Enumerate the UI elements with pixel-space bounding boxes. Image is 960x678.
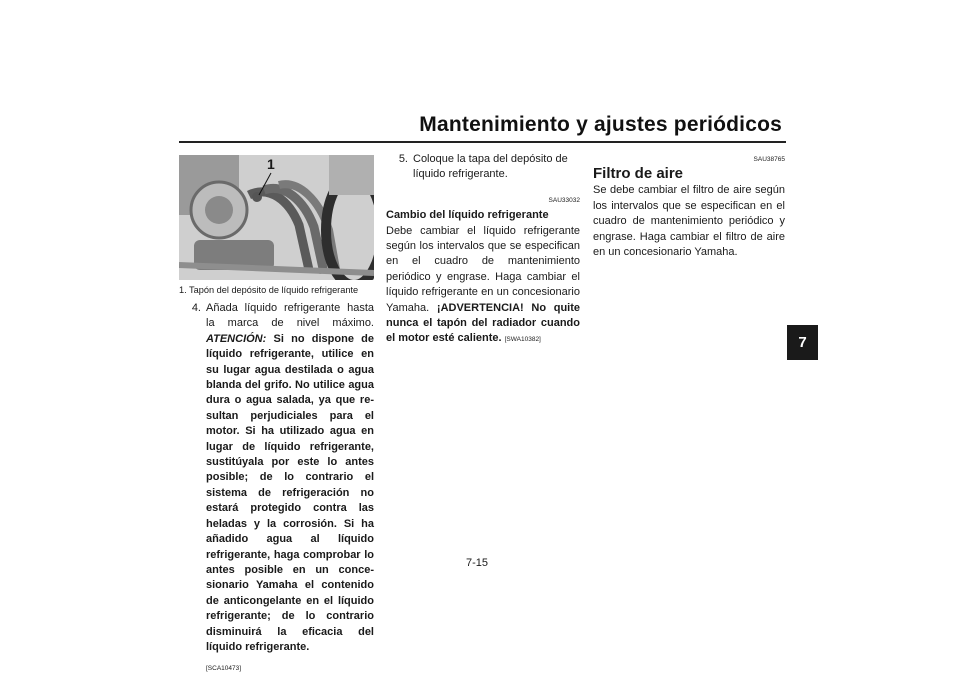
coolant-change-text: Debe cambiar el líquido refrigerante según los intervalos que se especifican en el cuadro de mantenimiento periódico y engrase. Haga cambiar el líquido refrigerante en un concesionario Yamaha. <box>386 224 580 314</box>
engine-photo <box>179 155 374 280</box>
coolant-change-heading: Cambio del líquido refrigerante <box>386 209 549 222</box>
figure-callout-1: 1 <box>267 156 275 172</box>
step-5 <box>386 152 580 183</box>
warning-ref: [SWA10382] <box>504 336 541 344</box>
attention-ref: [SCA10473] <box>206 665 242 673</box>
warning-label: ¡ADVERTENCIA! <box>436 301 524 314</box>
warning-body: No quite nunca el tapón del radiador cuando el motor esté caliente. <box>386 301 580 345</box>
step-4-text: Añada líquido refrigerante hasta la marca de nivel máximo. <box>206 302 374 330</box>
air-filter-heading: Filtro de aire <box>593 165 684 183</box>
section-code: SAU38765 <box>753 156 785 163</box>
page-header-title: Mantenimiento y ajustes periódicos <box>419 113 782 136</box>
coolant-change-paragraph <box>386 224 580 348</box>
left-column <box>179 155 374 677</box>
figure-caption: 1. Tapón del depósito de líquido refrigerante <box>179 285 359 295</box>
section-code: SAU33032 <box>548 196 580 204</box>
air-filter-paragraph: Se debe cambiar el filtro de aire según los intervalos que se especifican en el cuadro de mantenimiento periódico y engrase. Haga cambiar el filtro de aire en un concesionario Yamaha. <box>593 184 785 259</box>
step-4 <box>179 301 374 677</box>
right-column <box>593 152 785 260</box>
attention-label: ATENCIÓN: <box>206 332 267 345</box>
step-4-number: 4. <box>191 302 201 314</box>
engine-illustration <box>179 155 374 280</box>
step-4-body <box>206 301 374 677</box>
page-number: 7-15 <box>466 557 489 569</box>
step-5-number: 5. <box>398 153 408 165</box>
header-rule <box>179 141 786 143</box>
middle-column <box>386 152 580 348</box>
chapter-tab: 7 <box>787 325 818 360</box>
step-5-text: Coloque la tapa del depósito de líquido refrigerante. <box>413 153 568 181</box>
attention-body: Si no dispone de líquido refrigerante, utilice en su lugar agua destilada o agua blanda del grifo. No utilice agua dura o agua salada, ya que resultan perjudiciales para el motor. Si ha utilizado agua en lugar de líquido refrigerante, sustitúyala por este lo antes posible; de lo contrario el sistema de refrigeración no estará protegido contra las heladas y la corrosión. Si ha añadido agua al líquido refrigerante, haga comprobar lo antes posible en un concesionario Yamaha el contenido de anticongelante en el líquido refrigerante; de lo contrario disminuirá la eficacia del líquido refrigerante. <box>206 332 374 653</box>
